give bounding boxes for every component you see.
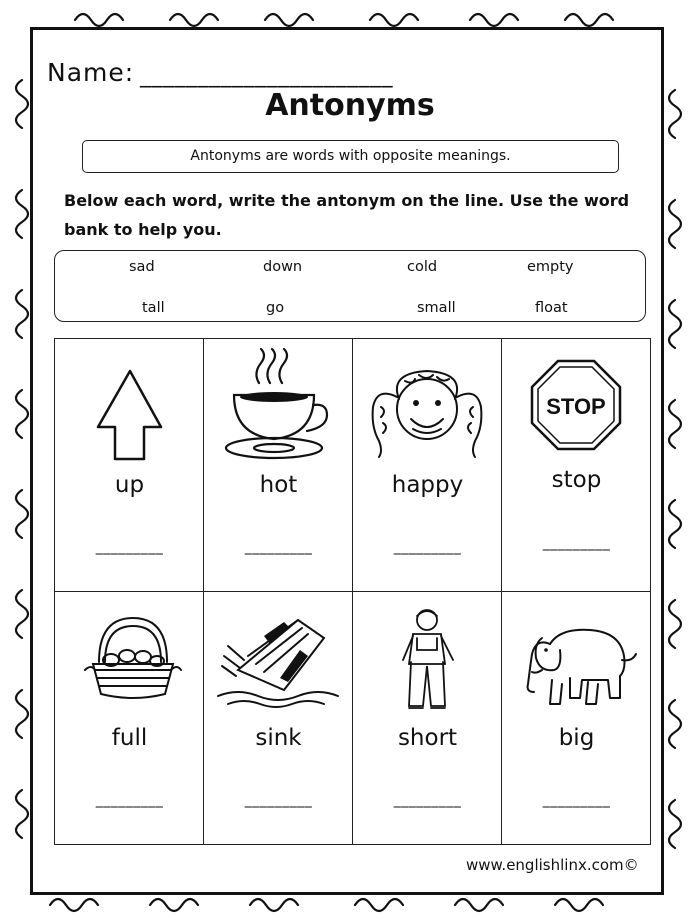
name-input-line[interactable]: ______________________ [140, 63, 393, 88]
stop-sign-text: STOP [546, 394, 606, 419]
cell-word: full [111, 725, 148, 751]
antonym-grid [54, 338, 651, 845]
answer-line[interactable]: _________ [95, 539, 164, 555]
cell-word: stop [551, 467, 602, 493]
answer-line[interactable]: _________ [393, 792, 462, 808]
definition-text: Antonyms are words with opposite meanings. [190, 148, 511, 164]
sinking-ship-icon [204, 600, 353, 715]
antonym-cell-up [55, 339, 204, 592]
elephant-icon [502, 600, 651, 715]
word-bank-item: float [535, 300, 568, 316]
cell-word: short [397, 725, 458, 751]
antonym-cell-sink [204, 592, 353, 845]
word-bank-item: tall [142, 300, 165, 316]
word-bank-item: small [417, 300, 456, 316]
antonym-cell-stop [502, 339, 651, 592]
word-bank-item: cold [407, 259, 438, 275]
word-bank-item: sad [129, 259, 155, 275]
word-bank [54, 250, 646, 322]
word-bank-item: go [266, 300, 285, 316]
footer-copyright: www.englishlinx.com© [466, 856, 639, 874]
teacup-icon [204, 347, 353, 462]
cell-word: hot [259, 472, 298, 498]
answer-line[interactable]: _________ [244, 792, 313, 808]
answer-line[interactable]: _________ [95, 792, 164, 808]
cell-word: up [114, 472, 145, 498]
antonym-cell-full [55, 592, 204, 845]
word-bank-item: empty [527, 259, 574, 275]
answer-line[interactable]: _________ [393, 539, 462, 555]
antonym-cell-hot [204, 339, 353, 592]
answer-line[interactable]: _________ [542, 535, 611, 551]
up-arrow-icon [55, 347, 204, 462]
cell-word: happy [391, 472, 464, 498]
definition-box [82, 140, 619, 173]
antonym-cell-big [502, 592, 651, 845]
cell-word: sink [255, 725, 302, 751]
antonym-cell-happy [353, 339, 502, 592]
worksheet-title: Antonyms [265, 88, 435, 123]
answer-line[interactable]: _________ [244, 539, 313, 555]
egg-basket-icon [55, 600, 204, 715]
name-label: Name: [47, 58, 135, 87]
cell-word: big [558, 725, 595, 751]
antonym-cell-short [353, 592, 502, 845]
word-bank-item: down [263, 259, 303, 275]
little-boy-icon [353, 600, 502, 715]
smiling-girl-icon [353, 347, 502, 462]
stop-sign-icon [502, 347, 651, 462]
instructions: Below each word, write the antonym on the line. Use the word bank to help you. [64, 191, 630, 239]
answer-line[interactable]: _________ [542, 792, 611, 808]
